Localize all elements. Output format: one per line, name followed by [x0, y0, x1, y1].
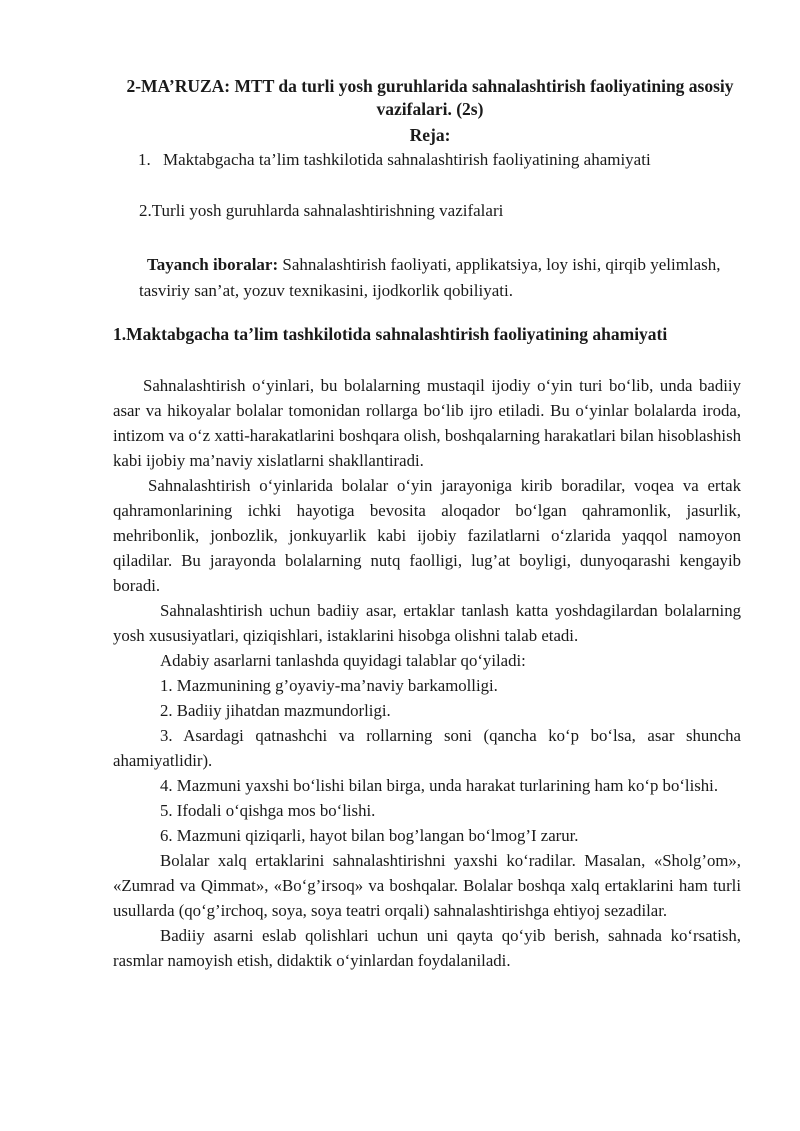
keywords-text: Sahnalashtirish faoliyati, applikatsiya, loy ishi, qirqib yelimlash, tasviriy san’at, yozuv texnikasini, ijodkorlik qobiliyati.: [139, 255, 721, 300]
list-item: 1. Mazmunining g’oyaviy-ma’naviy barkamolligi.: [160, 676, 498, 695]
paragraph: Badiiy asarni eslab qolishlari uchun uni qayta qo‘yib berish, sahnada ko‘rsatish, rasmlar namoyish etish, didaktik o‘yinlardan foydalaniladi.: [113, 926, 741, 970]
list-item: 2. Badiiy jihatdan mazmundorligi.: [160, 701, 391, 720]
keywords-paragraph: [139, 252, 749, 304]
plan-item-2: 2.Turli yosh guruhlarda sahnalashtirishning vazifalari: [139, 201, 504, 220]
paragraph: Sahnalashtirish uchun badiiy asar, ertaklar tanlash katta yoshdagilardan bolalarning yosh xususiyatlari, qiziqishlari, istaklarini hisobga olishni talab etadi.: [113, 601, 741, 645]
body-text: [113, 373, 741, 973]
plan-item-1: [138, 150, 651, 170]
list-item: 4. Mazmuni yaxshi bo‘lishi bilan birga, unda harakat turlarining ham ko‘p bo‘lishi.: [160, 776, 719, 795]
plan-item-1-number: 1.: [138, 150, 151, 169]
plan-heading: Reja:: [409, 125, 451, 145]
paragraph: Bolalar xalq ertaklarini sahnalashtirishni yaxshi ko‘radilar. Masalan, «Sholg’om», «Zumrad va Qimmat», «Bo‘g’irsoq» va boshqalar. Bolalar boshqa xalq ertaklarini ham turli usullarda (qo‘g’irchoq, soya, soya teatri orqali) sahnalashtirishga ehtiyoj sezadilar.: [113, 851, 741, 920]
list-item: 5. Ifodali o‘qishga mos bo‘lishi.: [160, 801, 376, 820]
list-item: 6. Mazmuni qiziqarli, hayot bilan bog’langan bo‘lmog’I zarur.: [160, 826, 579, 845]
list-item: 3. Asardagi qatnashchi va rollarning soni (qancha ko‘p bo‘lsa, asar shuncha ahamiyatlidir).: [113, 726, 741, 770]
lecture-title: 2-MA’RUZA: MTT da turli yosh guruhlarida sahnalashtirish faoliyatining asosiy vazifalari. (2s): [126, 76, 734, 119]
keywords-label: Tayanch iboralar:: [147, 255, 279, 274]
plan-item-1-text: Maktabgacha ta’lim tashkilotida sahnalashtirish faoliyatining ahamiyati: [163, 150, 651, 169]
paragraph: Sahnalashtirish o‘yinlarida bolalar o‘yin jarayoniga kirib boradilar, voqea va ertak qahramonlarining ichki hayotiga bevosita aloqador bo‘lgan qahramonlik, jasurlik, mehribonlik, jonbozlik, jonkuyarlik kabi ijobiy fazilatlarni o‘zlarida yaqqol namoyon qiladilar. Bu jarayonda bolalarning nutq faolligi, lug’at boyligi, dunyoqarashi kengayib boradi.: [113, 476, 741, 595]
paragraph: Adabiy asarlarni tanlashda quyidagi talablar qo‘yiladi:: [160, 651, 526, 670]
section-heading: 1.Maktabgacha ta’lim tashkilotida sahnalashtirish faoliyatining ahamiyati: [113, 324, 668, 344]
paragraph: Sahnalashtirish o‘yinlari, bu bolalarning mustaqil ijodiy o‘yin turi bo‘lib, unda badiiy asar va hikoyalar bolalar tomonidan rollarga bo‘lib ijro etiladi. Bu o‘yinlar bolalarda iroda, intizom va o‘z xatti-harakatlarini boshqara olish, boshqalarning harakatlari bilan hisoblashish kabi ijobiy ma’naviy xislatlarni shakllantiradi.: [113, 376, 741, 470]
